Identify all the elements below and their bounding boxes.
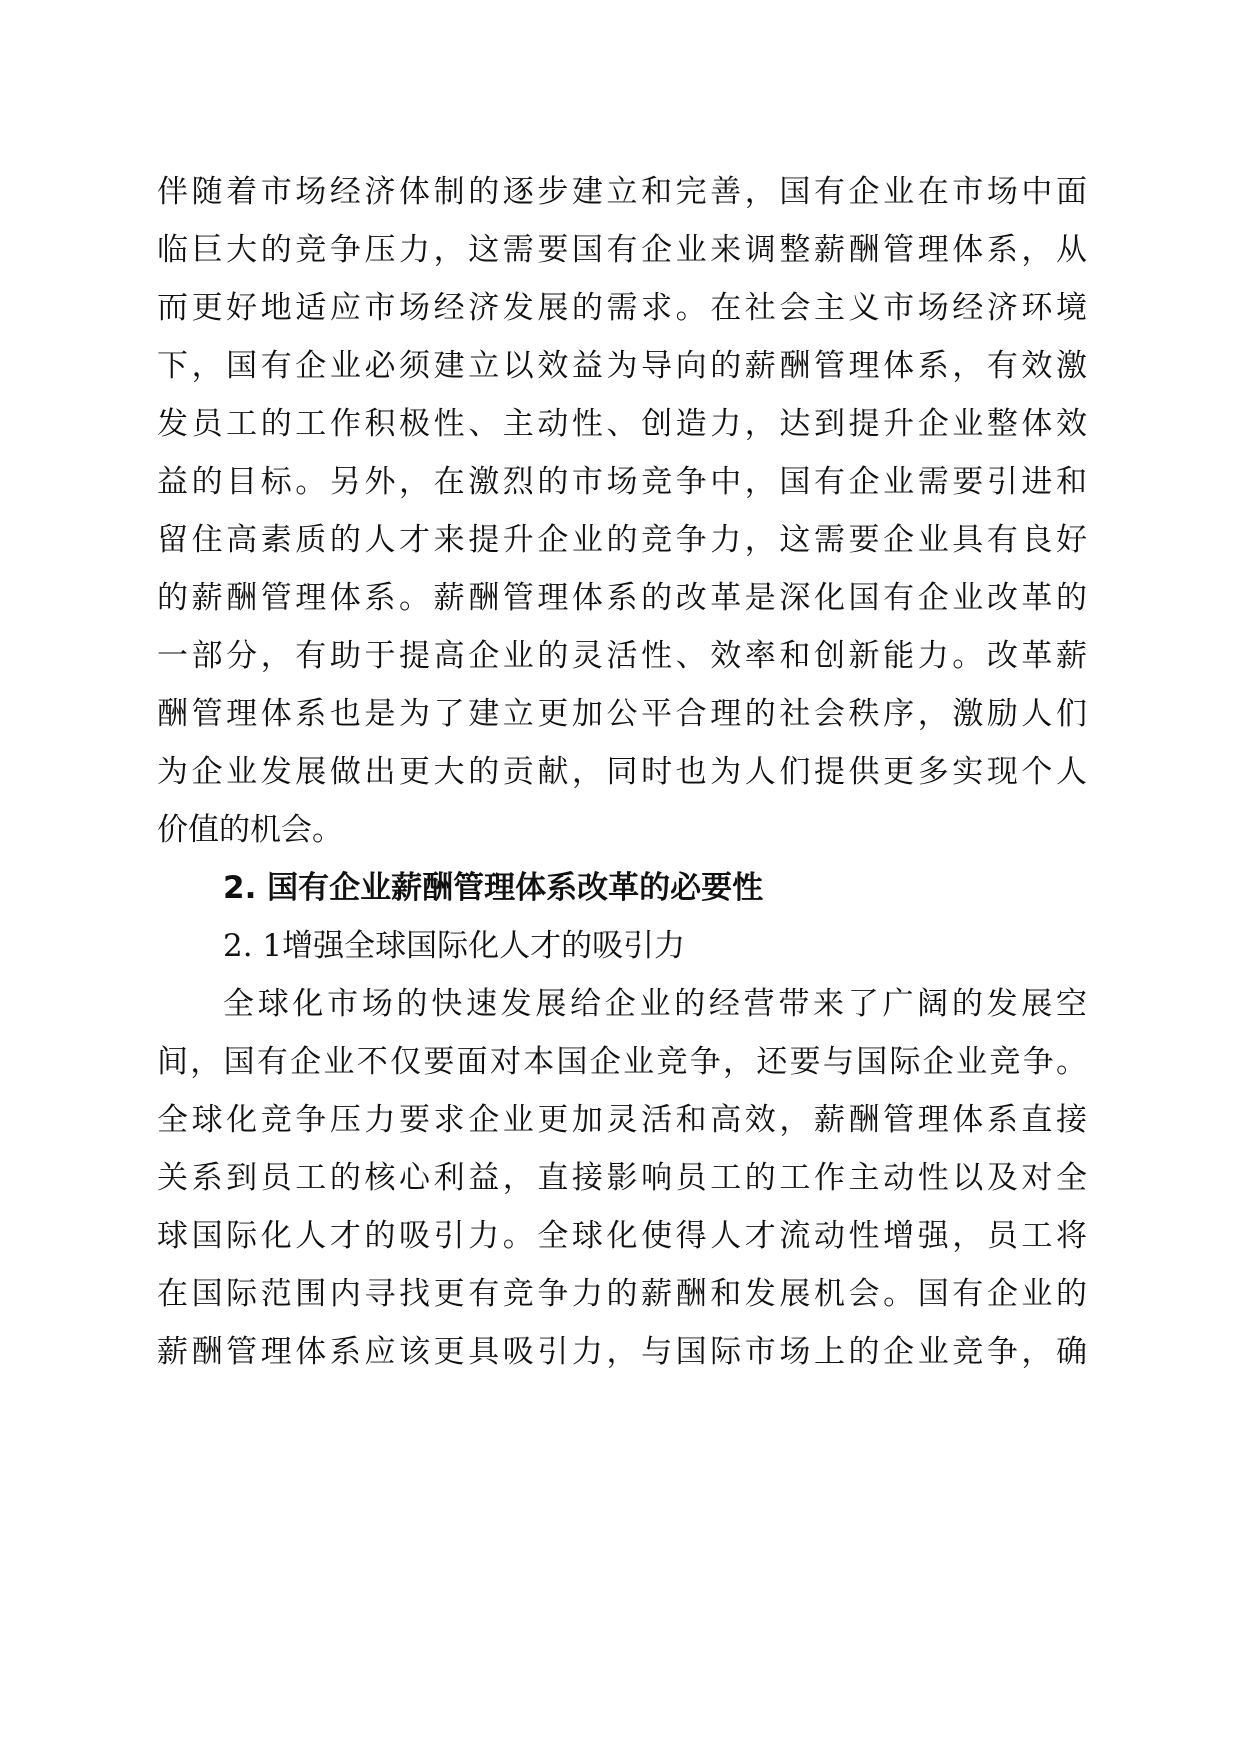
paragraph-1-line-6: 益的目标。另外，在激烈的市场竞争中，国有企业需要引进和 xyxy=(157,464,1087,500)
paragraph-2-line-7: 薪酬管理体系应该更具吸引力，与国际市场上的企业竞争，确 xyxy=(157,1334,1087,1370)
paragraph-1-line-3: 而更好地适应市场经济发展的需求。在社会主义市场经济环境 xyxy=(157,290,1087,326)
paragraph-1-line-11: 为企业发展做出更大的贡献，同时也为人们提供更多实现个人 xyxy=(157,754,1087,790)
paragraph-2-line-6: 在国际范围内寻找更有竞争力的薪酬和发展机会。国有企业的 xyxy=(157,1276,1087,1312)
paragraph-1-line-8: 的薪酬管理体系。薪酬管理体系的改革是深化国有企业改革的 xyxy=(157,580,1087,616)
paragraph-1-line-4: 下，国有企业必须建立以效益为导向的薪酬管理体系，有效激 xyxy=(157,348,1087,384)
paragraph-1-line-5: 发员工的工作积极性、主动性、创造力，达到提升企业整体效 xyxy=(157,406,1087,442)
subsection-heading-2-1: 2. 1增强全球国际化人才的吸引力 xyxy=(223,928,686,964)
paragraph-1-line-10: 酬管理体系也是为了建立更加公平合理的社会秩序，激励人们 xyxy=(157,696,1087,732)
paragraph-1-line-9: 一部分，有助于提高企业的灵活性、效率和创新能力。改革薪 xyxy=(157,638,1087,674)
paragraph-2-line-1: 全球化市场的快速发展给企业的经营带来了广阔的发展空 xyxy=(223,986,1087,1022)
paragraph-2-line-5: 球国际化人才的吸引力。全球化使得人才流动性增强，员工将 xyxy=(157,1218,1087,1254)
paragraph-1-line-1: 伴随着市场经济体制的逐步建立和完善，国有企业在市场中面 xyxy=(157,174,1087,210)
paragraph-1-line-7: 留住高素质的人才来提升企业的竞争力，这需要企业具有良好 xyxy=(157,522,1087,558)
paragraph-2-line-2: 间，国有企业不仅要面对本国企业竞争，还要与国际企业竞争。 xyxy=(157,1044,1087,1080)
paragraph-2-line-4: 关系到员工的核心利益，直接影响员工的工作主动性以及对全 xyxy=(157,1160,1087,1196)
paragraph-2-line-3: 全球化竞争压力要求企业更加灵活和高效，薪酬管理体系直接 xyxy=(157,1102,1087,1138)
section-heading-2: 2. 国有企业薪酬管理体系改革的必要性 xyxy=(223,870,764,906)
paragraph-1-line-12: 价值的机会。 xyxy=(157,812,343,848)
paragraph-1-line-2: 临巨大的竞争压力，这需要国有企业来调整薪酬管理体系，从 xyxy=(157,232,1087,268)
